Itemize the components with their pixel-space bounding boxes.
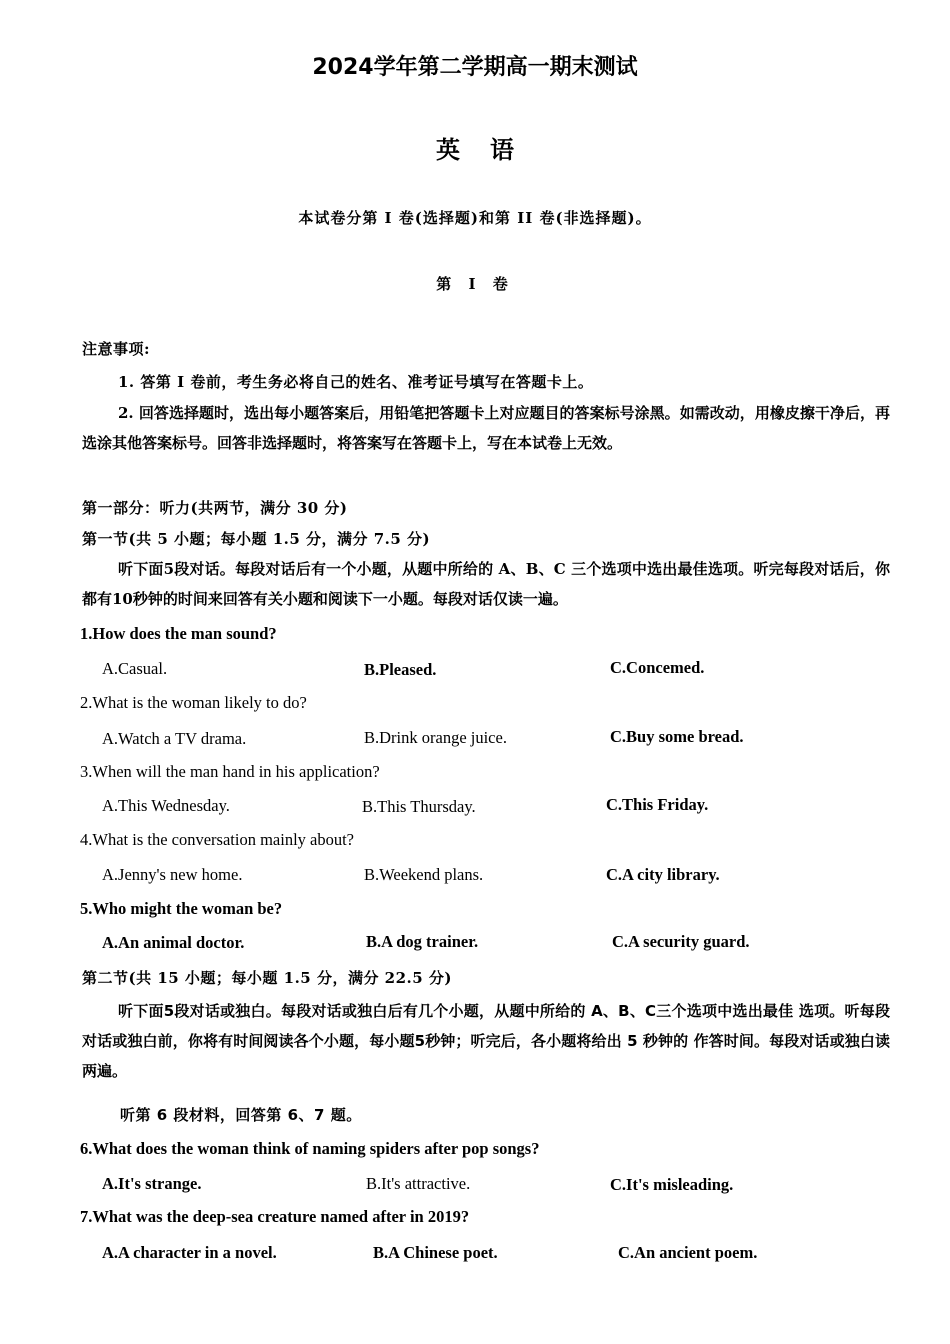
paper-intro: 本试卷分第 I 卷(选择题)和第 II 卷(非选择题)。 bbox=[298, 209, 652, 227]
q3-option-c: C.This Friday. bbox=[606, 795, 709, 814]
q5-option-b: B.A dog trainer. bbox=[366, 932, 479, 951]
q7-option-b: B.A Chinese poet. bbox=[373, 1243, 498, 1262]
q6-option-c: C.It's misleading. bbox=[610, 1175, 734, 1194]
q2-option-c: C.Buy some bread. bbox=[610, 727, 744, 746]
question-5: 5.Who might the woman be? bbox=[80, 899, 283, 918]
q5-option-a: A.An animal doctor. bbox=[102, 933, 245, 952]
subject-title: 英语 bbox=[436, 136, 544, 164]
q5-option-c: C.A security guard. bbox=[612, 932, 750, 951]
question-3: 3.When will the man hand in his application? bbox=[80, 762, 380, 781]
volume-heading: 第 I 卷 bbox=[436, 275, 514, 293]
q6-option-a: A.It's strange. bbox=[102, 1174, 202, 1193]
q7-option-c: C.An ancient poem. bbox=[618, 1243, 758, 1262]
q4-option-b: B.Weekend plans. bbox=[364, 865, 484, 884]
question-1: 1.How does the man sound? bbox=[80, 624, 277, 643]
q4-option-c: C.A city library. bbox=[606, 865, 720, 884]
question-7: 7.What was the deep-sea creature named after in 2019? bbox=[80, 1207, 470, 1226]
q2-option-a: A.Watch a TV drama. bbox=[102, 729, 247, 748]
exam-title: 2024学年第二学期高一期末测试 bbox=[312, 55, 638, 80]
q6-option-b: B.It's attractive. bbox=[366, 1174, 471, 1193]
q2-option-b: B.Drink orange juice. bbox=[364, 728, 507, 747]
question-4: 4.What is the conversation mainly about? bbox=[80, 830, 355, 849]
q1-option-c: C.Concemed. bbox=[610, 658, 705, 677]
q4-option-a: A.Jenny's new home. bbox=[102, 865, 243, 884]
section2-heading: 第二节(共 15 小题；每小题 1.5 分，满分 22.5 分) bbox=[82, 969, 453, 987]
question-2: 2.What is the woman likely to do? bbox=[80, 693, 307, 712]
question-6: 6.What does the woman think of naming spiders after pop songs? bbox=[80, 1139, 540, 1158]
material-note: 听第 6 段材料，回答第 6、7 题。 bbox=[120, 1106, 362, 1124]
q3-option-a: A.This Wednesday. bbox=[102, 796, 230, 815]
q1-option-b: B.Pleased. bbox=[364, 660, 437, 679]
section2-instructions: 听下面5段对话或独白。每段对话或独白后有几个小题，从题中所给的 A、B、C三个选项中选出最佳 选项。听每段对话或独白前，你将有时间阅读各个小题，每小题5秒钟；听完后，各小题将给出 5 秒钟的 作答时间。每段对话或独白读两遍。 bbox=[82, 1002, 890, 1080]
q7-option-a: A.A character in a novel. bbox=[102, 1243, 277, 1262]
notes-heading: 注意事项: bbox=[82, 340, 151, 358]
note-item-1: 1. 答第 I 卷前，考生务必将自己的姓名、准考证号填写在答题卡上。 bbox=[118, 373, 594, 391]
note-item-2: 2. 回答选择题时，选出每小题答案后，用铅笔把答题卡上对应题目的答案标号涂黑。如需改动，用橡皮擦干净后，再选涂其他答案标号。回答非选择题时，将答案写在答题卡上，写在本试卷上无效。 bbox=[82, 404, 890, 452]
q1-option-a: A.Casual. bbox=[102, 659, 168, 678]
section1-heading: 第一节(共 5 小题；每小题 1.5 分，满分 7.5 分) bbox=[82, 530, 431, 548]
q3-option-b: B.This Thursday. bbox=[362, 797, 476, 816]
section1-instructions: 听下面5段对话。每段对话后有一个小题，从题中所给的 A、B、C 三个选项中选出最佳选项。听完每段对话后，你都有10秒钟的时间来回答有关小题和阅读下一小题。每段对话仅读一遍。 bbox=[82, 560, 890, 608]
part1-heading: 第一部分：听力(共两节，满分 30 分) bbox=[82, 499, 348, 517]
